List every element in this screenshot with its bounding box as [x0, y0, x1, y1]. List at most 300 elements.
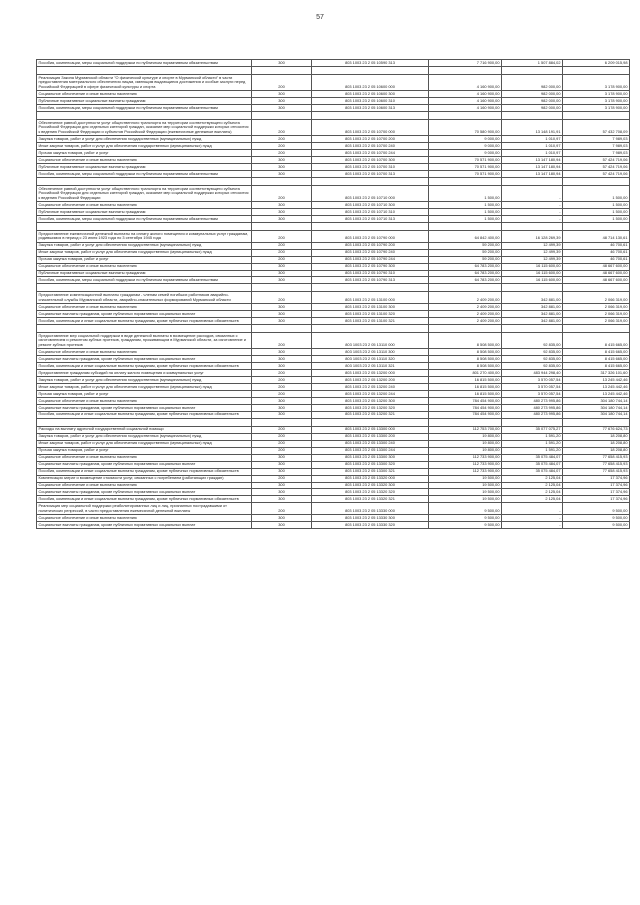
expense-name-cell: Закупка товаров, работ и услуг для обеспечения государственных (муниципальных) нужд [37, 376, 252, 383]
executed-amount-cell: 35 075 484,07 [502, 468, 563, 475]
remaining-amount-cell: 1 500,00 [563, 186, 630, 202]
table-row [37, 310, 630, 317]
expense-name-cell: Пособия, компенсации и иные социальные выплаты гражданам, кроме публичных нормативных обязательств [37, 411, 252, 418]
budget-code-cell: 803 1003 23 2 05 13320 000 [312, 475, 429, 482]
remaining-amount-cell: 1 500,00 [563, 202, 630, 209]
table-row [37, 404, 630, 411]
budget-code-cell: 803 1003 23 2 05 13200 240 [312, 383, 429, 390]
executed-amount-cell: 92 835,00 [502, 332, 563, 348]
kvr-cell: 300 [252, 171, 312, 178]
table-row [37, 468, 630, 475]
remaining-amount-cell: 46 700,61 [563, 249, 630, 256]
planned-amount-cell: 4 160 900,00 [429, 98, 502, 105]
expense-name-cell: Пособия, компенсации, меры социальной поддержки по публичным нормативным обязательствам [37, 105, 252, 112]
budget-code-cell: 803 1003 23 2 05 10710 310 [312, 209, 429, 216]
remaining-amount-cell: 8 415 665,00 [563, 349, 630, 356]
table-row [37, 74, 630, 90]
empty-cell [563, 66, 630, 74]
expense-name-cell: Социальные выплаты гражданам, кроме публичных нормативных социальных выплат [37, 310, 252, 317]
remaining-amount-cell: 18 208,80 [563, 440, 630, 447]
empty-cell [37, 66, 252, 74]
remaining-amount-cell: 48 667 600,00 [563, 277, 630, 284]
budget-code-cell: 803 1003 23 2 05 13200 320 [312, 404, 429, 411]
remaining-amount-cell: 17 374,96 [563, 482, 630, 489]
budget-table [36, 59, 630, 529]
planned-amount-cell: 1 500,00 [429, 202, 502, 209]
table-row [37, 157, 630, 164]
table-row [37, 454, 630, 461]
table-row [37, 150, 630, 157]
planned-amount-cell: 9 000,00 [429, 150, 502, 157]
budget-code-cell: 803 1003 23 2 05 13110 321 [312, 363, 429, 370]
planned-amount-cell: 70 580 900,00 [429, 120, 502, 136]
kvr-cell: 200 [252, 150, 312, 157]
expense-name-cell: Обеспечение равной доступности услуг общественного транспорта на территории соответствующего субъекта Российской Федерации для отдельных категорий граждан, оказание мер социальной поддержки которых относится к ведению Российской Федерации [37, 186, 252, 202]
kvr-cell: 200 [252, 242, 312, 249]
budget-code-cell: 803 1003 23 2 05 10700 240 [312, 143, 429, 150]
planned-amount-cell: 64 783 200,00 [429, 277, 502, 284]
budget-code-cell: 803 1003 23 2 05 13100 000 [312, 292, 429, 304]
remaining-amount-cell: 77 658 415,93 [563, 468, 630, 475]
budget-code-cell: 803 1003 23 2 05 10700 244 [312, 150, 429, 157]
remaining-amount-cell: 304 180 744,14 [563, 404, 630, 411]
kvr-cell: 300 [252, 216, 312, 223]
budget-code-cell: 803 1003 23 2 05 10790 244 [312, 256, 429, 263]
executed-amount-cell: 92 835,00 [502, 349, 563, 356]
empty-cell [502, 284, 563, 292]
table-row [37, 171, 630, 178]
expense-name-cell: Предоставление ежемесячной денежной выплаты на оплату жилого помещения и коммунальных услуг гражданам, родившимся в период с 23 июня 1923 года по 3 сентября 1945 года [37, 231, 252, 243]
expense-name-cell: Пособия, компенсации и иные социальные выплаты гражданам, кроме публичных нормативных обязательств [37, 317, 252, 324]
table-row [37, 475, 630, 482]
table-row [37, 249, 630, 256]
budget-code-cell: 803 1003 23 2 05 13200 244 [312, 390, 429, 397]
expense-name-cell: Закупка товаров, работ и услуг для обеспечения государственных (муниципальных) нужд [37, 136, 252, 143]
spacer-row [37, 418, 630, 426]
budget-code-cell: 803 1003 23 2 05 13100 300 [312, 304, 429, 311]
table-row [37, 304, 630, 311]
budget-code-cell: 803 1003 23 2 05 13300 320 [312, 461, 429, 468]
executed-amount-cell: 16 115 600,00 [502, 263, 563, 270]
table-row [37, 376, 630, 383]
empty-cell [429, 223, 502, 231]
executed-amount-cell: 2 125,04 [502, 496, 563, 503]
planned-amount-cell: 19 500,00 [429, 496, 502, 503]
planned-amount-cell: 19 800,00 [429, 440, 502, 447]
expense-name-cell: Пособия, компенсации и иные социальные выплаты гражданам, кроме публичных нормативных обязательств [37, 496, 252, 503]
remaining-amount-cell: 18 208,80 [563, 433, 630, 440]
remaining-amount-cell: 77 676 624,73 [563, 426, 630, 433]
expense-name-cell: Предоставление гражданам субсидий на оплату жилого помещения и коммунальных услуг [37, 369, 252, 376]
budget-code-cell: 803 1003 23 2 05 13330 320 [312, 521, 429, 528]
executed-amount-cell: 480 273 995,86 [502, 397, 563, 404]
executed-amount-cell: 12 499,39 [502, 256, 563, 263]
expense-name-cell: Социальные выплаты гражданам, кроме публичных нормативных социальных выплат [37, 521, 252, 528]
kvr-cell: 300 [252, 270, 312, 277]
kvr-cell: 200 [252, 503, 312, 515]
remaining-amount-cell: 17 374,96 [563, 496, 630, 503]
remaining-amount-cell: 48 667 600,00 [563, 270, 630, 277]
expense-name-cell: Пособия, компенсации, меры социальной поддержки по публичным нормативным обязательствам [37, 60, 252, 67]
empty-cell [429, 112, 502, 120]
expense-name-cell: Пособия, компенсации и иные социальные выплаты гражданам, кроме публичных нормативных обязательств [37, 468, 252, 475]
table-row [37, 390, 630, 397]
expense-name-cell: Публичные нормативные социальные выплаты гражданам [37, 98, 252, 105]
remaining-amount-cell: 57 424 719,06 [563, 164, 630, 171]
empty-cell [429, 284, 502, 292]
expense-name-cell: Прочая закупка товаров, работ и услуг [37, 150, 252, 157]
expense-name-cell: Иные закупки товаров, работ и услуг для обеспечения государственных (муниципальных) нужд [37, 440, 252, 447]
remaining-amount-cell: 3 178 900,00 [563, 74, 630, 90]
empty-cell [502, 324, 563, 332]
table-row [37, 136, 630, 143]
planned-amount-cell: 784 454 900,00 [429, 411, 502, 418]
empty-cell [252, 223, 312, 231]
planned-amount-cell: 70 571 900,00 [429, 171, 502, 178]
executed-amount-cell: - [502, 521, 563, 528]
planned-amount-cell: 19 500,00 [429, 475, 502, 482]
executed-amount-cell: 1 010,97 [502, 136, 563, 143]
budget-code-cell: 803 1003 23 2 05 10600 300 [312, 91, 429, 98]
table-row [37, 503, 630, 515]
empty-cell [502, 418, 563, 426]
planned-amount-cell: 112 753 700,00 [429, 426, 502, 433]
table-row [37, 292, 630, 304]
remaining-amount-cell: 2 066 319,00 [563, 310, 630, 317]
kvr-cell: 300 [252, 202, 312, 209]
budget-code-cell: 803 1003 23 2 05 10710 300 [312, 202, 429, 209]
remaining-amount-cell: 3 178 900,00 [563, 105, 630, 112]
planned-amount-cell: 19 800,00 [429, 433, 502, 440]
remaining-amount-cell: 13 245 442,46 [563, 376, 630, 383]
kvr-cell: 200 [252, 74, 312, 90]
planned-amount-cell: 112 733 900,00 [429, 454, 502, 461]
table-row [37, 363, 630, 370]
budget-code-cell: 803 1003 23 2 05 13200 000 [312, 369, 429, 376]
kvr-cell: 200 [252, 120, 312, 136]
empty-cell [502, 112, 563, 120]
empty-cell [563, 223, 630, 231]
kvr-cell: 300 [252, 521, 312, 528]
planned-amount-cell: 2 409 200,00 [429, 304, 502, 311]
expense-name-cell: Пособия, компенсации и иные социальные выплаты гражданам, кроме публичных нормативных обязательств [37, 363, 252, 370]
kvr-cell: 300 [252, 363, 312, 370]
table-row [37, 209, 630, 216]
executed-amount-cell: 1 010,97 [502, 143, 563, 150]
expense-name-cell: Социальные выплаты гражданам, кроме публичных нормативных социальных выплат [37, 404, 252, 411]
budget-code-cell: 803 1003 23 2 05 10590 313 [312, 60, 429, 67]
budget-code-cell: 803 1003 23 2 05 10710 313 [312, 216, 429, 223]
budget-code-cell: 803 1003 23 2 05 13110 300 [312, 349, 429, 356]
budget-code-cell: 803 1003 23 2 05 10710 000 [312, 186, 429, 202]
planned-amount-cell: 784 454 900,00 [429, 404, 502, 411]
budget-code-cell: 803 1003 23 2 05 13320 320 [312, 489, 429, 496]
executed-amount-cell: 35 075 484,07 [502, 461, 563, 468]
empty-cell [502, 66, 563, 74]
empty-cell [37, 178, 252, 186]
kvr-cell: 300 [252, 304, 312, 311]
planned-amount-cell: 16 815 500,00 [429, 376, 502, 383]
kvr-cell: 300 [252, 317, 312, 324]
table-row [37, 98, 630, 105]
planned-amount-cell: 4 160 900,00 [429, 91, 502, 98]
budget-code-cell: 803 1003 23 2 05 10790 000 [312, 231, 429, 243]
executed-amount-cell: 480 273 995,86 [502, 411, 563, 418]
empty-cell [312, 284, 429, 292]
kvr-cell: 200 [252, 376, 312, 383]
table-row [37, 263, 630, 270]
planned-amount-cell: 19 500,00 [429, 489, 502, 496]
remaining-amount-cell: 77 658 415,93 [563, 454, 630, 461]
kvr-cell: 200 [252, 369, 312, 376]
remaining-amount-cell: 48 714 130,61 [563, 231, 630, 243]
table-row [37, 164, 630, 171]
table-row [37, 242, 630, 249]
kvr-cell: 200 [252, 186, 312, 202]
empty-cell [563, 324, 630, 332]
expense-name-cell: Прочая закупка товаров, работ и услуг [37, 447, 252, 454]
planned-amount-cell: 8 508 500,00 [429, 356, 502, 363]
kvr-cell: 300 [252, 60, 312, 67]
empty-cell [563, 284, 630, 292]
budget-code-cell: 803 1003 23 2 05 13200 300 [312, 397, 429, 404]
budget-code-cell: 803 1003 23 2 05 10790 240 [312, 249, 429, 256]
executed-amount-cell: 92 835,00 [502, 363, 563, 370]
budget-code-cell: 803 1003 23 2 05 13300 000 [312, 426, 429, 433]
kvr-cell: 300 [252, 468, 312, 475]
empty-cell [252, 112, 312, 120]
executed-amount-cell: 3 570 057,54 [502, 376, 563, 383]
empty-cell [312, 112, 429, 120]
planned-amount-cell: 784 454 900,00 [429, 397, 502, 404]
kvr-cell: 200 [252, 447, 312, 454]
executed-amount-cell: 1 010,97 [502, 150, 563, 157]
expense-name-cell: Предоставление мер социальной поддержки в виде денежной выплаты в возмещение расходов, связанных с изготовлением и ремонтом зубных протезов, гражданам, проживающим в Мурманской области, за изготовление и ремонт зубных протезов [37, 332, 252, 348]
budget-code-cell: 803 1003 23 2 05 13300 200 [312, 433, 429, 440]
remaining-amount-cell: 48 667 600,00 [563, 263, 630, 270]
planned-amount-cell: 1 500,00 [429, 216, 502, 223]
expense-name-cell: Реализация Закона Мурманской области "О физической культуре и спорте в Мурманской области" в части предоставления материального обеспечения лицам, имеющим выдающиеся достижения и особые заслуги перед Российской Федерацией в сфере физической культуры и спорта [37, 74, 252, 90]
executed-amount-cell: 3 570 057,54 [502, 383, 563, 390]
executed-amount-cell: 982 000,00 [502, 74, 563, 90]
planned-amount-cell: 70 571 900,00 [429, 164, 502, 171]
budget-code-cell: 803 1003 23 2 05 13300 321 [312, 468, 429, 475]
expense-name-cell: Социальное обеспечение и иные выплаты населению [37, 304, 252, 311]
remaining-amount-cell: 8 415 665,00 [563, 363, 630, 370]
planned-amount-cell: 19 500,00 [429, 482, 502, 489]
budget-code-cell: 803 1003 23 2 05 10790 313 [312, 277, 429, 284]
expense-name-cell: Социальное обеспечение и иные выплаты населению [37, 202, 252, 209]
kvr-cell: 300 [252, 489, 312, 496]
expense-name-cell: Социальное обеспечение и иные выплаты населению [37, 263, 252, 270]
remaining-amount-cell: 9 500,00 [563, 514, 630, 521]
page-number: 57 [316, 14, 324, 21]
kvr-cell: 300 [252, 461, 312, 468]
executed-amount-cell: 1 591,20 [502, 433, 563, 440]
table-row [37, 383, 630, 390]
expense-name-cell: Закупка товаров, работ и услуг для обеспечения государственных (муниципальных) нужд [37, 242, 252, 249]
kvr-cell: 300 [252, 514, 312, 521]
remaining-amount-cell: 3 178 900,00 [563, 98, 630, 105]
executed-amount-cell: 16 128 269,39 [502, 231, 563, 243]
executed-amount-cell: 35 075 484,07 [502, 454, 563, 461]
expense-name-cell: Социальное обеспечение и иные выплаты населению [37, 482, 252, 489]
table-row [37, 105, 630, 112]
expense-name-cell: Публичные нормативные социальные выплаты гражданам [37, 164, 252, 171]
planned-amount-cell: 64 783 200,00 [429, 263, 502, 270]
executed-amount-cell: - [502, 216, 563, 223]
kvr-cell: 200 [252, 292, 312, 304]
planned-amount-cell: 7 716 900,00 [429, 60, 502, 67]
table-row [37, 317, 630, 324]
budget-code-cell: 803 1003 23 2 05 13330 300 [312, 514, 429, 521]
empty-cell [252, 284, 312, 292]
expense-name-cell: Иные закупки товаров, работ и услуг для обеспечения государственных (муниципальных) нужд [37, 249, 252, 256]
empty-cell [429, 324, 502, 332]
expense-name-cell: Предоставление компенсационной выплаты гражданам - членам семей погибших работников аварийно-спасательной службы Мурманской области, аварийно-спасательных формирований Мурманской области [37, 292, 252, 304]
budget-code-cell: 803 1003 23 2 05 13110 320 [312, 356, 429, 363]
executed-amount-cell: 13 147 180,94 [502, 171, 563, 178]
expense-name-cell: Социальное обеспечение и иные выплаты населению [37, 157, 252, 164]
empty-cell [37, 284, 252, 292]
executed-amount-cell: 3 570 057,54 [502, 390, 563, 397]
remaining-amount-cell: 2 066 319,00 [563, 317, 630, 324]
table-row [37, 256, 630, 263]
budget-table-body [37, 60, 630, 529]
remaining-amount-cell: 9 500,00 [563, 503, 630, 515]
kvr-cell: 200 [252, 426, 312, 433]
empty-cell [502, 178, 563, 186]
executed-amount-cell: 342 881,00 [502, 292, 563, 304]
executed-amount-cell: - [502, 209, 563, 216]
planned-amount-cell: 64 783 200,00 [429, 270, 502, 277]
empty-cell [252, 418, 312, 426]
executed-amount-cell: - [502, 503, 563, 515]
executed-amount-cell: 13 147 180,94 [502, 164, 563, 171]
kvr-cell: 200 [252, 475, 312, 482]
kvr-cell: 200 [252, 143, 312, 150]
table-row [37, 186, 630, 202]
budget-code-cell: 803 1003 23 2 05 13300 240 [312, 440, 429, 447]
executed-amount-cell: 480 273 995,86 [502, 404, 563, 411]
remaining-amount-cell: 2 066 319,00 [563, 292, 630, 304]
kvr-cell: 300 [252, 277, 312, 284]
executed-amount-cell: 1 591,20 [502, 447, 563, 454]
remaining-amount-cell: 9 500,00 [563, 521, 630, 528]
planned-amount-cell: 64 842 400,00 [429, 231, 502, 243]
table-row [37, 496, 630, 503]
kvr-cell: 200 [252, 231, 312, 243]
planned-amount-cell: 1 500,00 [429, 209, 502, 216]
planned-amount-cell: 1 500,00 [429, 186, 502, 202]
planned-amount-cell: 8 508 500,00 [429, 363, 502, 370]
kvr-cell: 200 [252, 440, 312, 447]
table-row [37, 91, 630, 98]
empty-cell [252, 66, 312, 74]
planned-amount-cell: 4 160 900,00 [429, 105, 502, 112]
executed-amount-cell: 1 591,20 [502, 440, 563, 447]
expense-name-cell: Пособия, компенсации, меры социальной поддержки по публичным нормативным обязательствам [37, 216, 252, 223]
table-row [37, 514, 630, 521]
empty-cell [37, 418, 252, 426]
kvr-cell: 300 [252, 209, 312, 216]
executed-amount-cell: 982 000,00 [502, 91, 563, 98]
planned-amount-cell: 2 409 200,00 [429, 292, 502, 304]
expense-name-cell: Социальное обеспечение и иные выплаты населению [37, 397, 252, 404]
budget-code-cell: 803 1003 23 2 05 10600 000 [312, 74, 429, 90]
budget-code-cell: 803 1003 23 2 05 10700 310 [312, 164, 429, 171]
empty-cell [312, 66, 429, 74]
executed-amount-cell: - [502, 186, 563, 202]
budget-code-cell: 803 1003 23 2 05 10700 300 [312, 157, 429, 164]
table-row [37, 461, 630, 468]
remaining-amount-cell: 57 424 719,06 [563, 157, 630, 164]
spacer-row [37, 178, 630, 186]
empty-cell [312, 178, 429, 186]
remaining-amount-cell: 57 424 719,06 [563, 171, 630, 178]
planned-amount-cell: 70 571 900,00 [429, 157, 502, 164]
planned-amount-cell: 112 733 900,00 [429, 461, 502, 468]
empty-cell [563, 418, 630, 426]
kvr-cell: 300 [252, 496, 312, 503]
kvr-cell: 300 [252, 482, 312, 489]
empty-cell [37, 112, 252, 120]
kvr-cell: 200 [252, 433, 312, 440]
empty-cell [37, 223, 252, 231]
planned-amount-cell: 16 815 500,00 [429, 390, 502, 397]
spacer-row [37, 66, 630, 74]
remaining-amount-cell: 7 989,03 [563, 150, 630, 157]
budget-code-cell: 803 1003 23 2 05 10600 310 [312, 98, 429, 105]
remaining-amount-cell: 77 658 415,93 [563, 461, 630, 468]
planned-amount-cell: 8 508 500,00 [429, 332, 502, 348]
remaining-amount-cell: 317 326 101,60 [563, 369, 630, 376]
kvr-cell: 300 [252, 310, 312, 317]
empty-cell [312, 324, 429, 332]
expense-name-cell: Реализация мер социальной поддержки реабилитированных лиц и лиц, признанных пострадавшими от политических репрессий, в части предоставления ежемесячной денежной выплаты [37, 503, 252, 515]
expense-name-cell: Социальные выплаты гражданам, кроме публичных нормативных социальных выплат [37, 489, 252, 496]
expense-name-cell: Прочая закупка товаров, работ и услуг [37, 256, 252, 263]
executed-amount-cell: 13 148 191,91 [502, 120, 563, 136]
table-row [37, 397, 630, 404]
planned-amount-cell: 19 800,00 [429, 447, 502, 454]
kvr-cell: 200 [252, 332, 312, 348]
kvr-cell: 300 [252, 356, 312, 363]
empty-cell [312, 418, 429, 426]
table-row [37, 482, 630, 489]
expense-name-cell: Социальное обеспечение и иные выплаты населению [37, 514, 252, 521]
table-row [37, 356, 630, 363]
remaining-amount-cell: 8 415 665,00 [563, 332, 630, 348]
table-row [37, 440, 630, 447]
table-row [37, 270, 630, 277]
budget-code-cell: 803 1003 23 2 05 10700 200 [312, 136, 429, 143]
remaining-amount-cell: 1 500,00 [563, 209, 630, 216]
kvr-cell: 200 [252, 256, 312, 263]
planned-amount-cell: 801 270 400,00 [429, 369, 502, 376]
empty-cell [563, 112, 630, 120]
kvr-cell: 300 [252, 263, 312, 270]
remaining-amount-cell: 304 180 744,14 [563, 397, 630, 404]
kvr-cell: 300 [252, 411, 312, 418]
spacer-row [37, 112, 630, 120]
executed-amount-cell: 342 881,00 [502, 304, 563, 311]
expense-name-cell: Социальные выплаты гражданам, кроме публичных нормативных социальных выплат [37, 356, 252, 363]
remaining-amount-cell: 18 208,80 [563, 447, 630, 454]
expense-name-cell: Закупка товаров, работ и услуг для обеспечения государственных (муниципальных) нужд [37, 433, 252, 440]
budget-code-cell: 803 1003 23 2 05 10700 313 [312, 171, 429, 178]
remaining-amount-cell: 3 178 900,00 [563, 91, 630, 98]
